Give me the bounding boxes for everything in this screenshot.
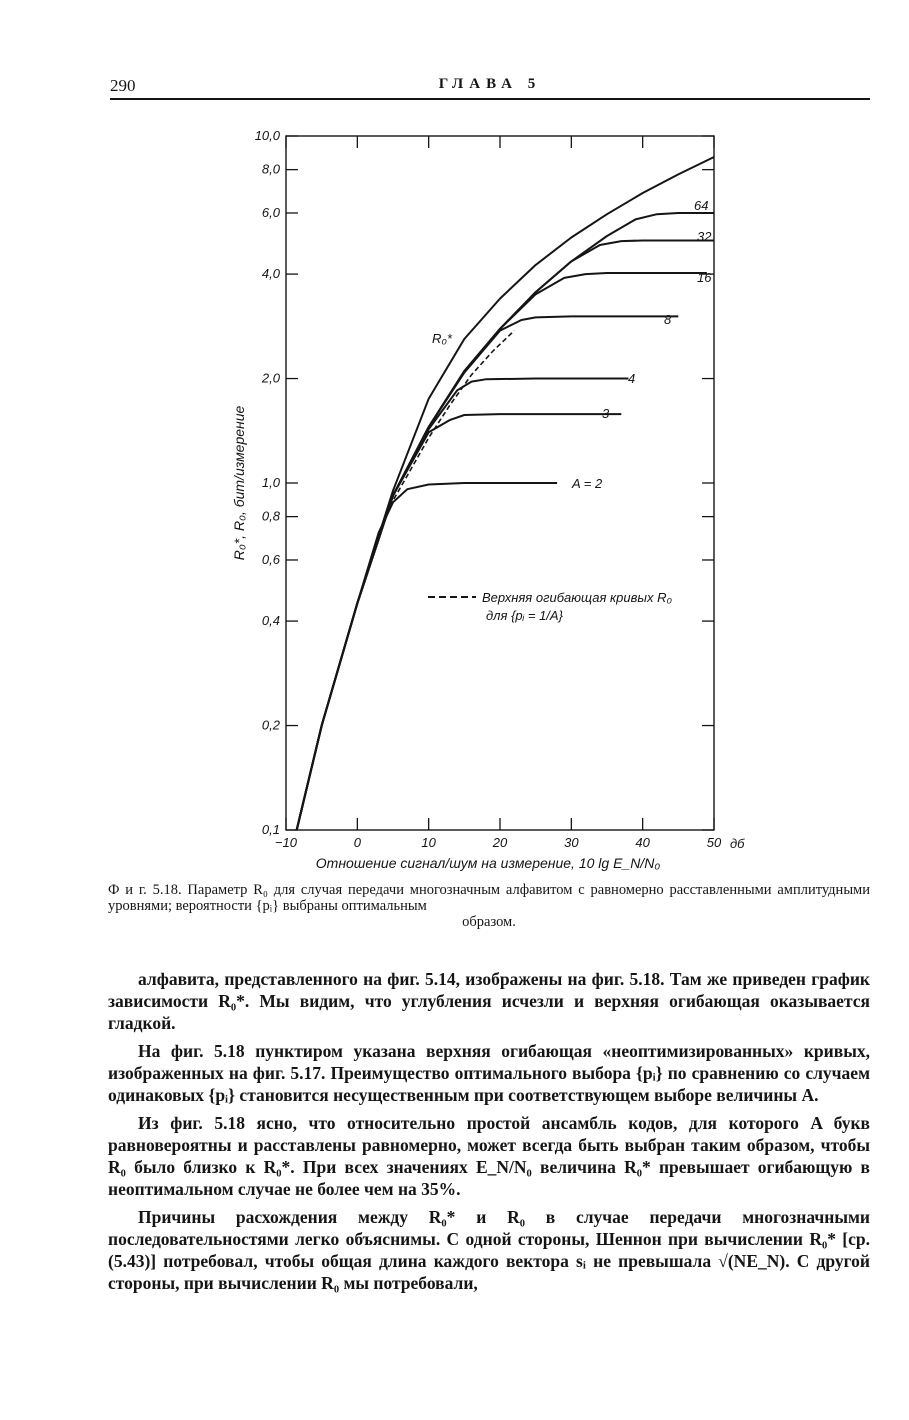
y-tick-label: 4,0 [261, 266, 280, 282]
series-a-2 [297, 483, 557, 830]
x-tick-label: 40 [635, 835, 650, 850]
label-a2: A = 2 [572, 476, 603, 491]
page-header [110, 76, 870, 100]
y-tick-label: 2,0 [261, 370, 280, 386]
caption-last-line: образом. [462, 914, 516, 930]
series-16 [297, 273, 707, 830]
label-32: 32 [697, 229, 712, 244]
x-tick-label: −10 [274, 835, 298, 850]
header-rule [110, 98, 870, 100]
page-number: 290 [110, 76, 136, 95]
y-tick-label: 1,0 [261, 475, 280, 490]
x-tick-label: 0 [353, 835, 361, 850]
paragraph-1: алфавита, представленного на фиг. 5.14, изображены на фиг. 5.18. Там же приведен график зависимости R₀*. Мы видим, что углубления исчезли и верхняя огибающая оказывается гладкой. [108, 969, 870, 1033]
legend-line-1: Верхняя огибающая кривых R₀ [482, 590, 672, 605]
figure-caption [108, 882, 870, 930]
y-tick-label: 0,2 [261, 717, 280, 733]
series-envelope [386, 331, 514, 513]
legend [428, 590, 672, 623]
y-axis-title: R₀*, R₀, бит/измерение [231, 405, 247, 561]
paragraph-2: На фиг. 5.18 пунктиром указана верхняя огибающая «неоптимизированных» кривых, изображенных на фиг. 5.17. Преимущество оптимального выбора {pᵢ} по сравнению со случаем одинаковых {pᵢ} становится несущественным при соответствующем выборе величины A. [108, 1041, 870, 1105]
paragraph-3: Из фиг. 5.18 ясно, что относительно простой ансамбль кодов, для которого A букв равновероятны и расставлены равномерно, может всегда быть выбран таким образом, чтобы R₀ было близко к R₀*. При всех значениях E_N/N₀ величина R₀* превышает огибающую в неоптимальном случае не более чем на 35%. [108, 1113, 870, 1199]
x-tick-label: 50 [706, 835, 722, 850]
x-axis-title: Отношение сигнал/шум на измерение, 10 lg E_N/N₀ [315, 855, 661, 871]
y-tick-label: 8,0 [261, 161, 280, 177]
x-tick-label: 30 [564, 835, 579, 850]
figure-5-18 [200, 120, 780, 880]
series-8 [297, 316, 679, 830]
x-unit-label: дб [730, 836, 745, 851]
y-tick-label: 0,8 [261, 508, 280, 524]
curves [297, 157, 714, 830]
caption-text: Ф и г. 5.18. Параметр R₀ для случая передачи многозначным алфавитом с равномерно расставленными амплитудными уровнями; вероятности {pᵢ} выбраны оптимальным [108, 882, 870, 914]
x-tick-label: 20 [492, 835, 508, 850]
label-8: 8 [664, 312, 672, 327]
label-64: 64 [694, 198, 709, 213]
chart [200, 120, 780, 880]
y-tick-label: 0,6 [261, 551, 280, 567]
label-r0star: R₀* [432, 331, 452, 346]
legend-line-2: для {pᵢ = 1/A} [486, 608, 563, 623]
y-tick-label: 10,0 [254, 128, 280, 143]
series-r [297, 157, 714, 830]
x-ticks [275, 136, 722, 850]
label-3: 3 [602, 406, 610, 421]
paragraph-4: Причины расхождения между R₀* и R₀ в случае передачи многозначными последовательностями легко объяснимы. С одной стороны, Шеннон при вычислении R₀* [ср. (5.43)] потребовал, чтобы общая длина каждого вектора sᵢ не превышала √(NE_N). С другой стороны, при вычислении R₀ мы потребовали, [108, 1207, 870, 1293]
x-tick-label: 10 [421, 835, 436, 850]
label-16: 16 [697, 270, 712, 285]
y-tick-label: 6,0 [261, 204, 280, 220]
series-64 [297, 213, 714, 830]
y-tick-label: 0,4 [261, 613, 280, 629]
body-text [108, 968, 870, 1300]
label-4: 4 [628, 371, 636, 386]
y-tick-label: 0,1 [261, 822, 280, 837]
chapter-title: ГЛАВА 5 [438, 76, 542, 92]
